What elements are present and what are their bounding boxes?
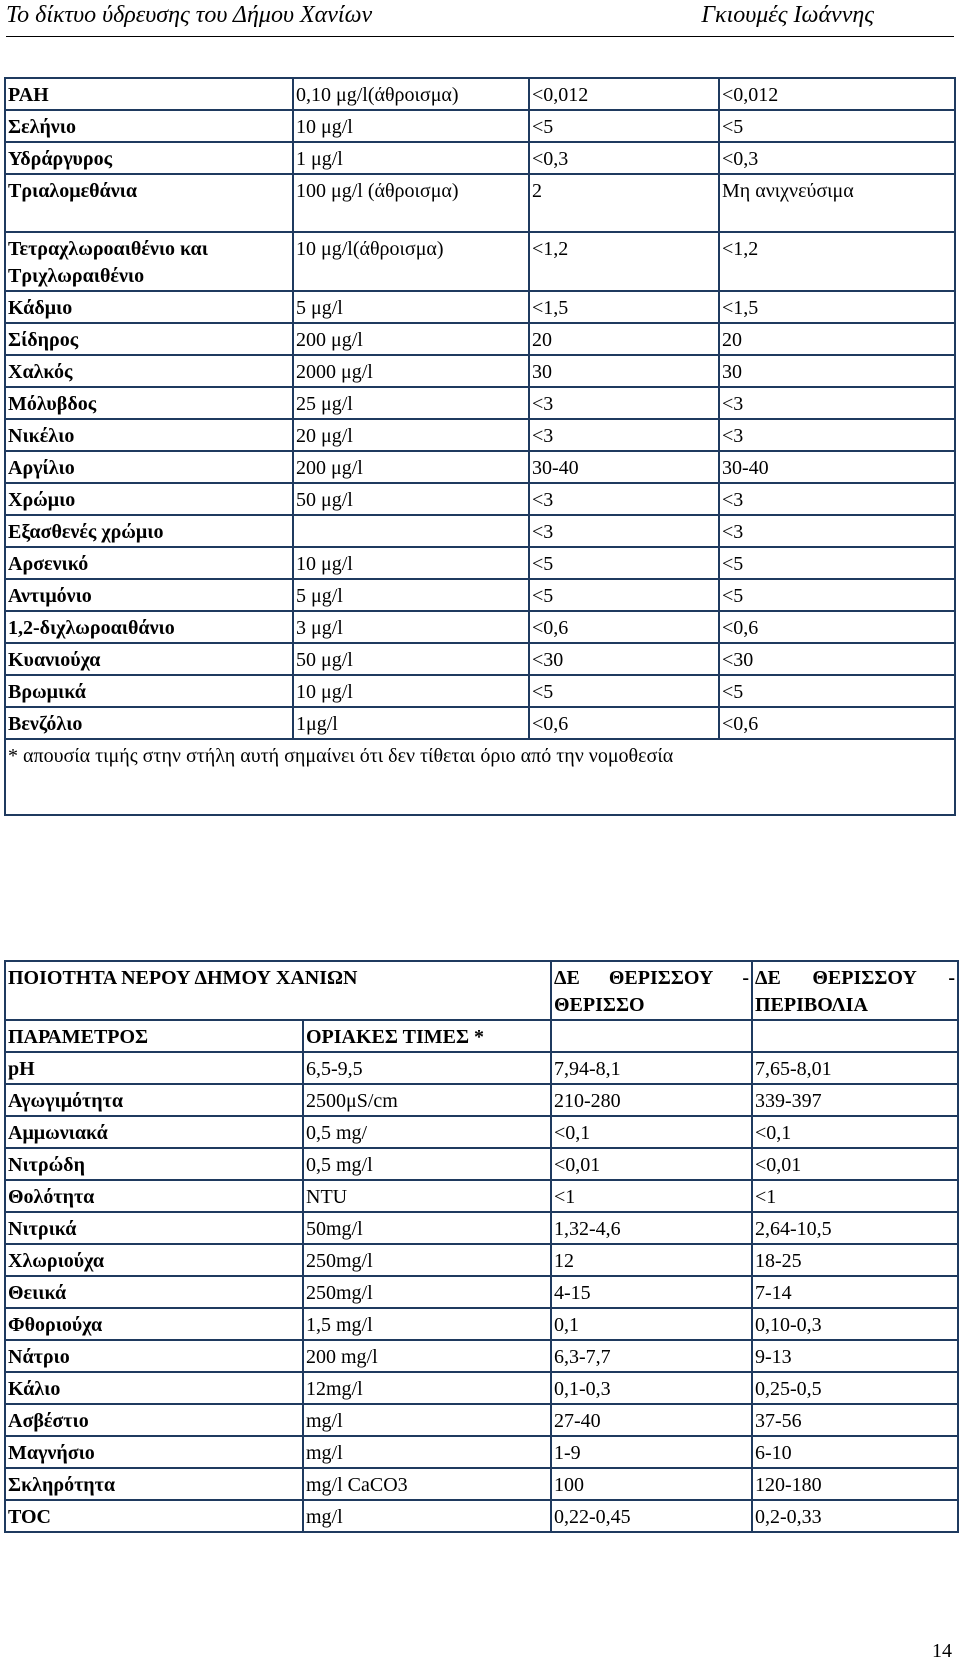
limit-cell: 0,5 mg/ [303, 1116, 551, 1148]
limit-cell [293, 515, 529, 547]
value-cell-2: 20 [719, 323, 955, 355]
limit-cell: 20 μg/l [293, 419, 529, 451]
value-cell-1: 30 [529, 355, 719, 387]
table-row [5, 1148, 958, 1180]
param-cell: PAH [5, 78, 293, 110]
limit-cell: 6,5-9,5 [303, 1052, 551, 1084]
value-cell-1: 210-280 [551, 1084, 752, 1116]
table-row [5, 611, 955, 643]
table-row [5, 1180, 958, 1212]
table-row [5, 110, 955, 142]
value-cell-2: 37-56 [752, 1404, 958, 1436]
table-row [5, 1500, 958, 1532]
param-cell: Θολότητα [5, 1180, 303, 1212]
value-cell-2: <0,6 [719, 707, 955, 739]
param-cell: Κυανιούχα [5, 643, 293, 675]
limit-cell: 10 μg/l(άθροισμα) [293, 232, 529, 291]
value-cell-1: <5 [529, 675, 719, 707]
table-row [5, 291, 955, 323]
limit-cell: 10 μg/l [293, 675, 529, 707]
param-cell: Νιτρώδη [5, 1148, 303, 1180]
param-cell: Μαγνήσιο [5, 1436, 303, 1468]
value-cell-2: <5 [719, 579, 955, 611]
limit-cell: mg/l [303, 1404, 551, 1436]
value-cell-1: <3 [529, 387, 719, 419]
param-cell: 1,2-διχλωροαιθάνιο [5, 611, 293, 643]
limit-cell: 0,5 mg/l [303, 1148, 551, 1180]
value-cell-2: <30 [719, 643, 955, 675]
limit-cell: 12mg/l [303, 1372, 551, 1404]
limit-cell: 50mg/l [303, 1212, 551, 1244]
table-row [5, 579, 955, 611]
param-cell: Εξασθενές χρώμιο [5, 515, 293, 547]
value-cell-2: <5 [719, 675, 955, 707]
value-cell-1: <3 [529, 483, 719, 515]
value-cell-2: <3 [719, 483, 955, 515]
page-number: 14 [932, 1640, 952, 1662]
table-row [5, 1308, 958, 1340]
value-cell-2: 0,25-0,5 [752, 1372, 958, 1404]
value-cell-2: 0,10-0,3 [752, 1308, 958, 1340]
value-cell-1: 30-40 [529, 451, 719, 483]
value-cell-1: <0,1 [551, 1116, 752, 1148]
param-cell: Βενζόλιο [5, 707, 293, 739]
param-cell: Βρωμικά [5, 675, 293, 707]
header-title: Το δίκτυο ύδρευσης του Δήμου Χανίων [6, 2, 373, 28]
table-header-row [5, 961, 958, 1020]
table-row [5, 232, 955, 291]
limit-cell: 2500μS/cm [303, 1084, 551, 1116]
value-cell-1: 2 [529, 174, 719, 232]
table-row [5, 1116, 958, 1148]
water-quality-table [4, 960, 959, 1533]
value-cell-2: <1 [752, 1180, 958, 1212]
table-row [5, 419, 955, 451]
table-row [5, 515, 955, 547]
empty-cell [752, 1020, 958, 1052]
value-cell-1: 1,32-4,6 [551, 1212, 752, 1244]
param-cell: Σκληρότητα [5, 1468, 303, 1500]
value-cell-1: <1 [551, 1180, 752, 1212]
table-row [5, 1468, 958, 1500]
value-cell-2: 7-14 [752, 1276, 958, 1308]
value-cell-1: <1,2 [529, 232, 719, 291]
value-cell-1: 4-15 [551, 1276, 752, 1308]
param-cell: Νικέλιο [5, 419, 293, 451]
table-row [5, 1372, 958, 1404]
param-cell: Νάτριο [5, 1340, 303, 1372]
param-cell: Αντιμόνιο [5, 579, 293, 611]
value-cell-1: 0,1 [551, 1308, 752, 1340]
param-cell: Κάλιο [5, 1372, 303, 1404]
header-author: Γκιουμές Ιωάννης [701, 2, 874, 28]
value-cell-2: 9-13 [752, 1340, 958, 1372]
value-cell-1: <1,5 [529, 291, 719, 323]
param-cell: Νιτρικά [5, 1212, 303, 1244]
value-cell-2: 339-397 [752, 1084, 958, 1116]
value-cell-2: 120-180 [752, 1468, 958, 1500]
table-row [5, 355, 955, 387]
param-cell: Αρσενικό [5, 547, 293, 579]
limit-cell: mg/l CaCO3 [303, 1468, 551, 1500]
param-cell: Κάδμιο [5, 291, 293, 323]
table-row [5, 707, 955, 739]
value-cell-1: 1-9 [551, 1436, 752, 1468]
limit-cell: 250mg/l [303, 1276, 551, 1308]
value-cell-2: <3 [719, 387, 955, 419]
limit-cell: 5 μg/l [293, 579, 529, 611]
table-row [5, 387, 955, 419]
value-cell-1: <0,6 [529, 707, 719, 739]
metals-table [4, 77, 956, 816]
table-row [5, 643, 955, 675]
param-header: ΠΑΡΑΜΕΤΡΟΣ [5, 1020, 303, 1052]
col-header-perivolia: ΔΕ ΘΕΡΙΣΣΟΥ - ΠΕΡΙΒΟΛΙΑ [752, 961, 958, 1020]
value-cell-2: 30-40 [719, 451, 955, 483]
limit-cell: 0,10 μg/l(άθροισμα) [293, 78, 529, 110]
value-cell-2: <0,01 [752, 1148, 958, 1180]
limit-cell: 25 μg/l [293, 387, 529, 419]
table-row [5, 483, 955, 515]
value-cell-1: <0,012 [529, 78, 719, 110]
param-cell: Θειικά [5, 1276, 303, 1308]
limit-cell: 10 μg/l [293, 110, 529, 142]
note-text: * απουσία τιμής στην στήλη αυτή σημαίνει ότι δεν τίθεται όριο από την νομοθεσία [5, 739, 955, 815]
table-row [5, 1244, 958, 1276]
value-cell-1: <5 [529, 579, 719, 611]
value-cell-2: 2,64-10,5 [752, 1212, 958, 1244]
limit-cell: 10 μg/l [293, 547, 529, 579]
value-cell-1: <5 [529, 547, 719, 579]
limit-cell: 100 μg/l (άθροισμα) [293, 174, 529, 232]
table-row [5, 675, 955, 707]
table-row [5, 174, 955, 232]
value-cell-1: <5 [529, 110, 719, 142]
value-cell-2: 7,65-8,01 [752, 1052, 958, 1084]
limit-cell: 200 mg/l [303, 1340, 551, 1372]
value-cell-1: 0,1-0,3 [551, 1372, 752, 1404]
limit-cell: 50 μg/l [293, 483, 529, 515]
param-cell: Υδράργυρος [5, 142, 293, 174]
param-cell: TOC [5, 1500, 303, 1532]
limit-cell: 1 μg/l [293, 142, 529, 174]
value-cell-2: <1,2 [719, 232, 955, 291]
param-cell: Σελήνιο [5, 110, 293, 142]
param-cell: Χλωριούχα [5, 1244, 303, 1276]
value-cell-2: 0,2-0,33 [752, 1500, 958, 1532]
limit-cell: 200 μg/l [293, 323, 529, 355]
value-cell-1: <0,6 [529, 611, 719, 643]
limit-cell: 250mg/l [303, 1244, 551, 1276]
param-cell: Αγωγιμότητα [5, 1084, 303, 1116]
limit-cell: 2000 μg/l [293, 355, 529, 387]
value-cell-1: 12 [551, 1244, 752, 1276]
table-row [5, 1436, 958, 1468]
param-cell: Σίδηρος [5, 323, 293, 355]
value-cell-2: <5 [719, 110, 955, 142]
value-cell-1: <30 [529, 643, 719, 675]
limit-cell: 200 μg/l [293, 451, 529, 483]
header-divider [6, 36, 954, 37]
table-row [5, 1404, 958, 1436]
limit-header: ΟΡΙΑΚΕΣ ΤΙΜΕΣ * [303, 1020, 551, 1052]
table-subheader-row [5, 1020, 958, 1052]
value-cell-1: 0,22-0,45 [551, 1500, 752, 1532]
param-cell: Ασβέστιο [5, 1404, 303, 1436]
limit-cell: 50 μg/l [293, 643, 529, 675]
table-row [5, 451, 955, 483]
value-cell-2: <0,1 [752, 1116, 958, 1148]
value-cell-2: Μη ανιχνεύσιμα [719, 174, 955, 232]
table-row [5, 1052, 958, 1084]
limit-cell: 1,5 mg/l [303, 1308, 551, 1340]
value-cell-1: <0,01 [551, 1148, 752, 1180]
table-row [5, 547, 955, 579]
empty-cell [551, 1020, 752, 1052]
table-row [5, 78, 955, 110]
value-cell-2: <1,5 [719, 291, 955, 323]
param-cell: Μόλυβδος [5, 387, 293, 419]
value-cell-2: <5 [719, 547, 955, 579]
param-cell: Αργίλιο [5, 451, 293, 483]
value-cell-2: <3 [719, 515, 955, 547]
param-cell: Τριαλομεθάνια [5, 174, 293, 232]
value-cell-2: 6-10 [752, 1436, 958, 1468]
value-cell-2: <0,012 [719, 78, 955, 110]
limit-cell: 3 μg/l [293, 611, 529, 643]
value-cell-2: 18-25 [752, 1244, 958, 1276]
table-row [5, 1340, 958, 1372]
value-cell-1: <3 [529, 515, 719, 547]
limit-cell: 5 μg/l [293, 291, 529, 323]
table-row [5, 1084, 958, 1116]
value-cell-1: 6,3-7,7 [551, 1340, 752, 1372]
limit-cell: mg/l [303, 1500, 551, 1532]
value-cell-2: 30 [719, 355, 955, 387]
table-row [5, 1276, 958, 1308]
value-cell-2: <3 [719, 419, 955, 451]
table-row [5, 323, 955, 355]
value-cell-1: <3 [529, 419, 719, 451]
value-cell-1: 7,94-8,1 [551, 1052, 752, 1084]
param-cell: Αμμωνιακά [5, 1116, 303, 1148]
value-cell-1: 100 [551, 1468, 752, 1500]
limit-cell: NTU [303, 1180, 551, 1212]
limit-cell: 1μg/l [293, 707, 529, 739]
param-cell: Χαλκός [5, 355, 293, 387]
note-row [5, 739, 955, 815]
param-cell: Τετραχλωροαιθένιο και Τριχλωραιθένιο [5, 232, 293, 291]
param-cell: pH [5, 1052, 303, 1084]
table-row [5, 1212, 958, 1244]
table-title: ΠΟΙΟΤΗΤΑ ΝΕΡΟΥ ΔΗΜΟΥ ΧΑΝΙΩΝ [5, 961, 551, 1020]
table-row [5, 142, 955, 174]
limit-cell: mg/l [303, 1436, 551, 1468]
value-cell-2: <0,6 [719, 611, 955, 643]
value-cell-1: 27-40 [551, 1404, 752, 1436]
param-cell: Φθοριούχα [5, 1308, 303, 1340]
value-cell-1: <0,3 [529, 142, 719, 174]
col-header-therisso: ΔΕ ΘΕΡΙΣΣΟΥ - ΘΕΡΙΣΣΟ [551, 961, 752, 1020]
param-cell: Χρώμιο [5, 483, 293, 515]
value-cell-2: <0,3 [719, 142, 955, 174]
value-cell-1: 20 [529, 323, 719, 355]
